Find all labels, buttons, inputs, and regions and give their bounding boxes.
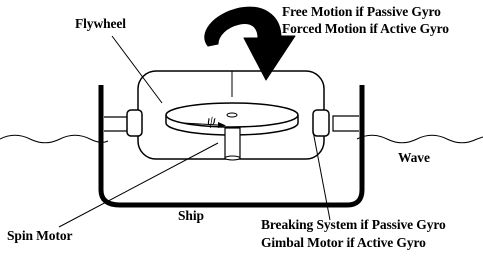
breaking-system-label: Breaking System if Passive Gyro bbox=[261, 217, 446, 232]
psi-symbol: ψ bbox=[207, 114, 216, 129]
wave-line-left bbox=[0, 135, 108, 143]
gimbal-shaft-left bbox=[104, 117, 130, 131]
spin-motor-shaft bbox=[225, 128, 240, 158]
flywheel-hub bbox=[227, 113, 237, 117]
gimbal-bearing-right bbox=[313, 110, 329, 136]
forced-motion-label: Forced Motion if Active Gyro bbox=[282, 21, 449, 36]
wave-label: Wave bbox=[398, 150, 430, 165]
flywheel-leader-line bbox=[112, 36, 162, 103]
ship-label: Ship bbox=[178, 208, 204, 223]
wave-line-right bbox=[357, 135, 483, 143]
flywheel-label: Flywheel bbox=[75, 16, 126, 31]
gimbal-bearing-left bbox=[127, 110, 142, 136]
spin-motor-label: Spin Motor bbox=[7, 228, 73, 243]
gimbal-shaft-right bbox=[333, 116, 359, 131]
gimbal-motor-label: Gimbal Motor if Active Gyro bbox=[261, 235, 426, 250]
free-motion-label: Free Motion if Passive Gyro bbox=[282, 4, 441, 19]
spin-motor-shaft-bottom bbox=[225, 156, 240, 160]
